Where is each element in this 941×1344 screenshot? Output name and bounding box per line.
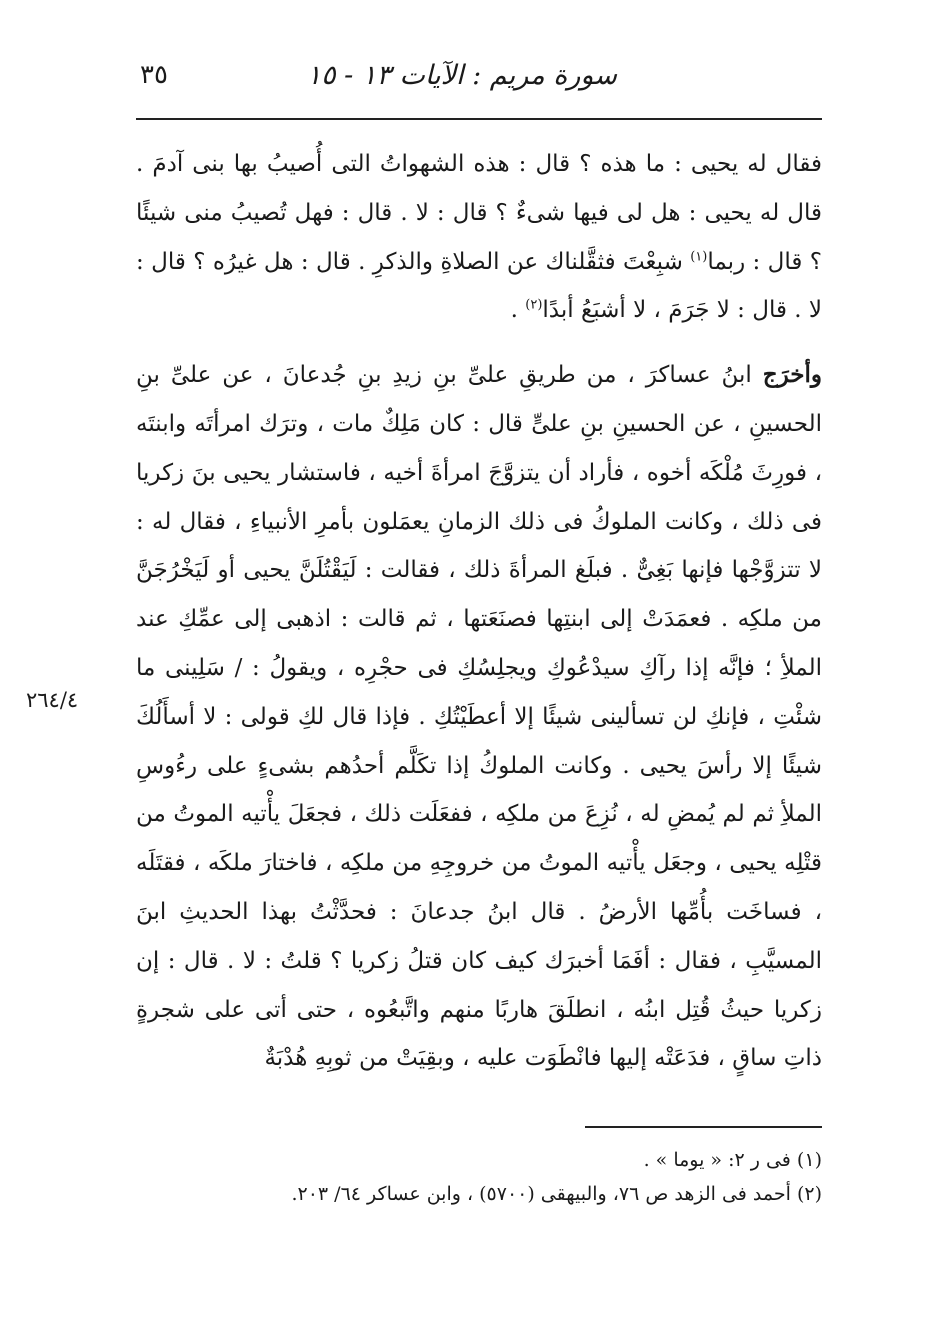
paragraph-text: . bbox=[510, 297, 526, 324]
header-title: سورة مريم : الآيات ١٣ - ١٥ bbox=[306, 60, 617, 91]
paragraph-lead-word: وأخرَج bbox=[762, 361, 822, 389]
margin-reference: ٢٦٤/٤ bbox=[26, 688, 79, 712]
main-text bbox=[136, 140, 822, 1083]
footnote-marker-1: (١) bbox=[690, 248, 708, 264]
footnote-2: (٢) أحمد فى الزهد ص ٧٦، والبيهقى (٥٧٠٠) ، وابن عساكر ٦٤/ ٢٠٣. bbox=[291, 1183, 822, 1205]
header-rule bbox=[136, 118, 822, 120]
paragraph-text: ابنُ عساكرَ ، من طريقِ علىِّ بنِ زيدِ بنِ جُدعانَ ، عن علىِّ بنِ الحسينِ ، عن الحسينِ بنِ علىٍّ قال : كان مَلِكٌ مات ، وترَك امرأتَه وابنتَه ، فورِثَ مُلْكَه أخوه ، فأراد أن يتزوَّجَ امرأةَ أخيه ، فاستشار يحيى بنَ زكريا فى ذلك ، وكانت الملوكُ فى ذلك الزمانِ يعمَلون بأمرِ الأنبياءِ ، فقال له : لا تتزوَّجْها فإنها بَغِىٌّ . فبلَغ المرأةَ ذلك ، فقالت : لَيَقْتُلَنَّ يحيى أو لَيَخْرُجَنَّ من ملكِه . فعمَدَتْ إلى ابنتِها فصنَعَتها ، ثم قالت : اذهبى إلى عمِّكِ عند الملأِ ؛ فإنَّه إذا رآكِ سيدْعُوكِ ويجلِسُكِ فى حجْرِه ، ويقولُ : / سَلِينى ما شئْتِ ، فإنكِ لن تسألينى شيئًا إلا أعطَيْتُكِ . فإذا قال لكِ قولى : لا أسأَلُكَ شيئًا إلا رأسَ يحيى . وكانت الملوكُ إذا تكَلَّم أحدُهم بشىءٍ على رءُوسِ الملأِ ثم لم يُمضِ له ، نُزِعَ من ملكِه ، ففعَلَت ذلك ، فجعَلَ يأْتيه الموتُ من قتْلِه يحيى ، وجعَل يأْتيه الموتُ من خروجِهِ من ملكِه ، فاختارَ ملكَه ، فقتَلَه ، فساخَت بأُمِّها الأرضُ . قال ابنُ جدعانَ : فحدَّثْتُ بهذا الحديثِ ابنَ المسيَّبِ ، فقال : أفَمَا أخبرَك كيف كان قتلُ زكريا ؟ قلتُ : لا . قال : إن زكريا حيثُ قُتِل ابنُه ، انطلَقَ هاربًا منهم واتَّبعُوه ، حتى أتى على شجرةٍ ذاتِ ساقٍ ، فدَعَتْه إليها فانْطَوَت عليه ، وبقِيَتْ من ثوبِهِ هُدْبَةٌ bbox=[136, 362, 822, 1072]
footnote-rule bbox=[585, 1126, 822, 1128]
footnotes bbox=[200, 1143, 822, 1211]
paragraph-text: شبِعْتَ فثقَّلناك عن الصلاةِ والذكرِ . قال : هل غيرُه ؟ قال : لا . قال : لا جَرَمَ ، لا أشبَعُ أبدًا bbox=[136, 248, 822, 324]
paragraph-text: فقال له يحيى : ما هذه ؟ قال : هذه الشهواتُ التى أُصيبُ بها بنى آدمَ . قال له يحيى : هل لى فيها شىءٌ ؟ قال : لا . قال : فهل تُصيبُ منى شيئًا ؟ قال : ربما bbox=[136, 151, 822, 275]
footnote-1: (١) فى ر ٢: « يوما » . bbox=[643, 1149, 822, 1171]
paragraph-1 bbox=[136, 140, 822, 335]
running-header bbox=[128, 60, 822, 100]
page-number: ٣٥ bbox=[140, 60, 168, 90]
footnote-marker-2: (٢) bbox=[525, 297, 543, 313]
paragraph-2 bbox=[136, 351, 822, 1083]
